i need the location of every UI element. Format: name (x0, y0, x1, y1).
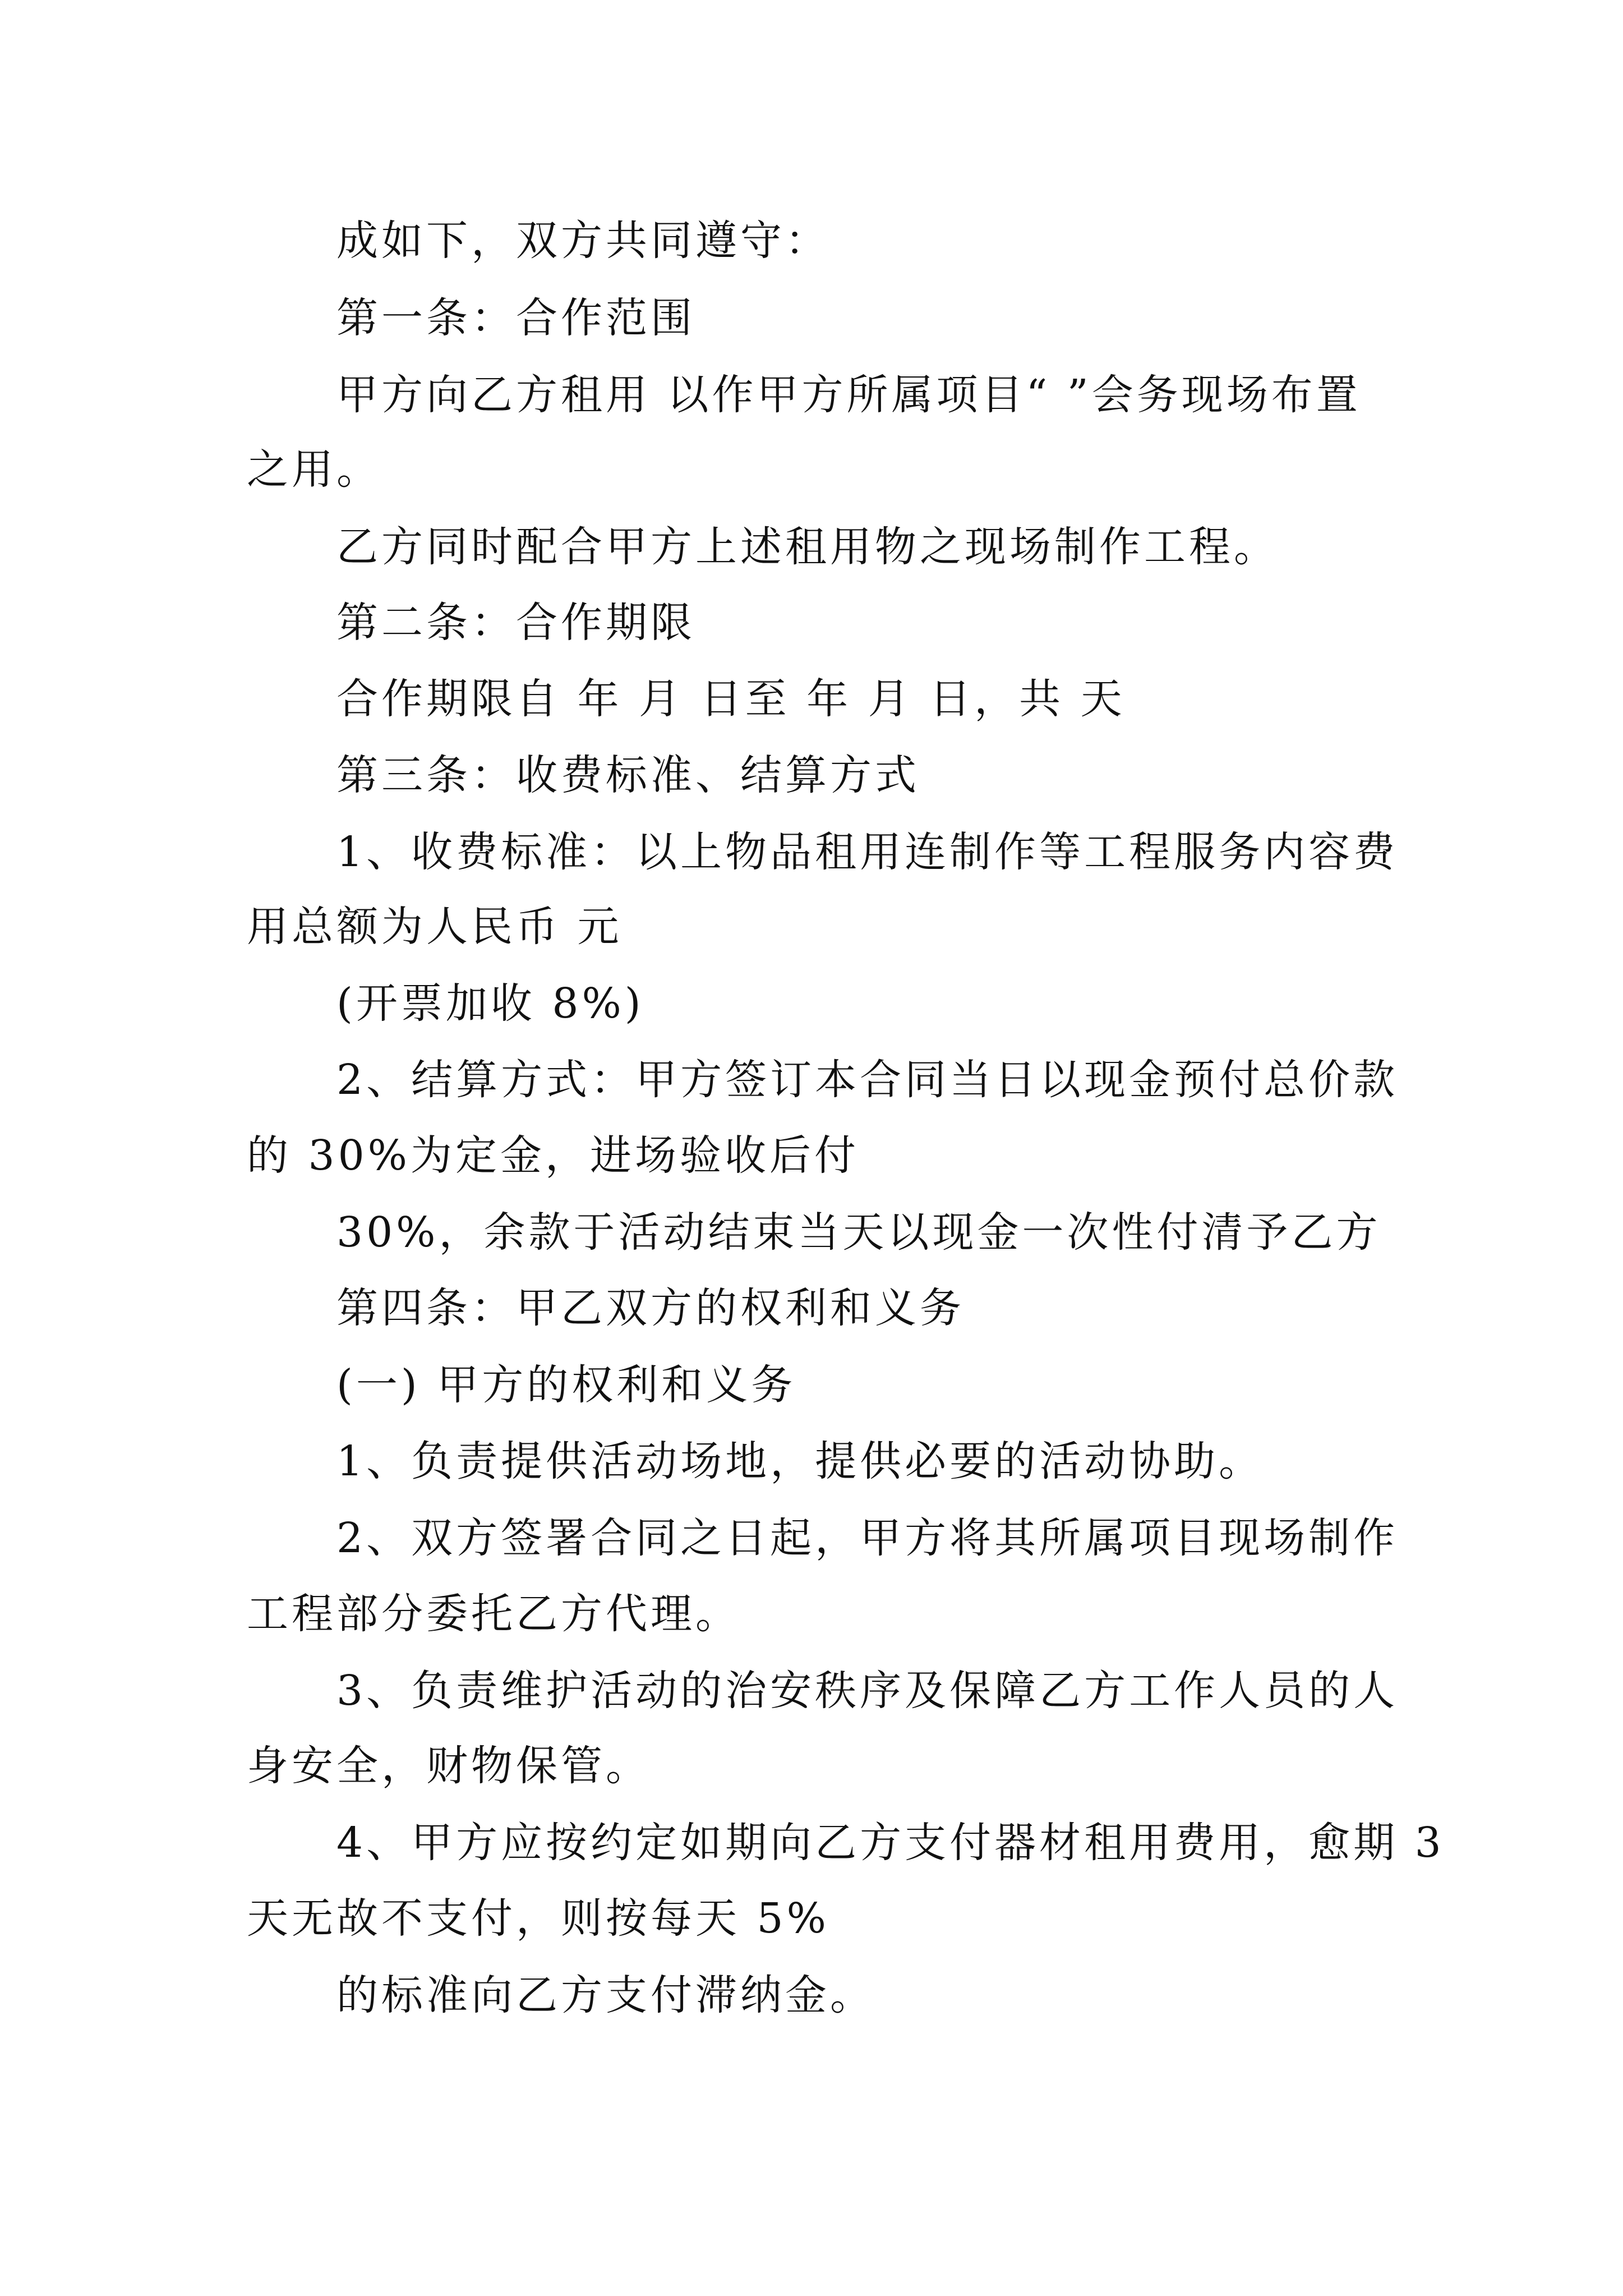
text-line: 之用。 (247, 445, 381, 494)
text-line: 甲方向乙方租用 以作甲方所属项目“ ”会务现场布置 (336, 371, 1361, 419)
section-heading: 第四条：甲乙双方的权利和义务 (336, 1284, 965, 1332)
text-line: 1、收费标准：以上物品租用连制作等工程服务内容费 (336, 828, 1399, 876)
text-line: 4、甲方应按约定如期向乙方支付器材租用费用，愈期 3 (336, 1819, 1445, 1867)
text-line: 乙方同时配合甲方上述租用物之现场制作工程。 (336, 523, 1279, 571)
section-heading: 第三条：收费标准、结算方式 (336, 751, 920, 799)
text-line: (开票加收 8%) (336, 979, 644, 1028)
section-heading: 第二条：合作期限 (336, 599, 695, 647)
text-line: 身安全，财物保管。 (247, 1742, 651, 1790)
text-line: 的标准向乙方支付滞纳金。 (336, 1971, 875, 2019)
text-line: 2、结算方式：甲方签订本合同当日以现金预付总价款 (336, 1056, 1399, 1104)
text-line: 天无故不支付，则按每天 5% (247, 1894, 829, 1943)
text-line: 的 30%为定金，进场验收后付 (247, 1131, 859, 1180)
text-line: 3、负责维护活动的治安秩序及保障乙方工作人员的人 (336, 1667, 1399, 1715)
section-heading: 第一条：合作范围 (336, 294, 695, 342)
text-line: 1、负责提供活动场地，提供必要的活动协助。 (336, 1437, 1264, 1485)
text-line: 合作期限自 年 月 日至 年 月 日，共 天 (336, 675, 1126, 723)
text-line: 30%，余款于活动结束当天以现金一次性付清予乙方 (336, 1208, 1381, 1257)
text-line: 用总额为人民币 元 (247, 903, 623, 951)
text-line: 2、双方签署合同之日起，甲方将其所属项目现场制作 (336, 1514, 1399, 1562)
text-line: 成如下，双方共同遵守： (336, 217, 830, 265)
subsection-heading: (一) 甲方的权利和义务 (336, 1361, 796, 1409)
text-line: 工程部分委托乙方代理。 (247, 1590, 740, 1638)
